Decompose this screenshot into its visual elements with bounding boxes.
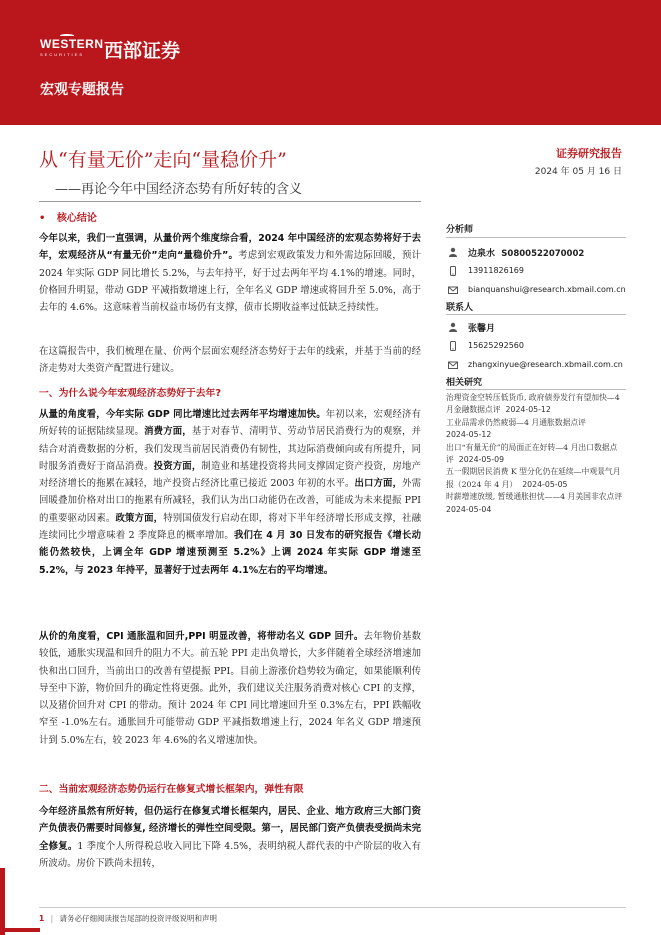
contact-label: 联系人: [446, 303, 474, 313]
related-item-title: 治理资金空转压低货币, 政府债券发行有望加快—4 月金融数据点评: [446, 393, 620, 415]
core-paragraph-2: 在这篇报告中，我们梳理在量、价两个层面宏观经济态势好于去年的线索，并基于当前的经济走势对大类资产配置进行建议。: [39, 346, 421, 375]
report-category: 证券研究报告: [556, 147, 622, 160]
footer-separator: |: [50, 914, 54, 923]
analyst1-id: S0800522070002: [501, 249, 585, 259]
section1-paragraph-2: [39, 628, 421, 749]
header-band: [0, 0, 661, 125]
s1-p2-text: 去年物价基数较低，通胀实现温和回升的阻力不大。前五轮 PPI 走出负增长，大多伴随着全球经济增速加快和出口回升，当前出口的改善有望提振 PPI。目前上游涨价趋势较为确定，如果能顺利传导至中下游，物价回升的确定性将更强。此外，我们建议关注服务消费对核心 CPI 的支撑，以及猪价回升对 CPI 的带动。预计 2024 年 CPI 同比增速回升至 0.3%左右，PPI 跌幅收窄至 -1.0%左右。通胀回升可能带动 GDP 平减指数增速上行，2024 年名义 GDP 增速预计到 5.0%左右，较 2023 年 4.6%的名义增速加快。: [39, 631, 421, 746]
logo-chinese: 西部证券: [104, 40, 181, 62]
related-research-label: 相关研究: [446, 378, 483, 388]
title-divider: [39, 201, 421, 202]
logo-english: WESTERN: [40, 37, 104, 51]
s1-p1-text-2: 基于对春节、清明节、劳动节居民消费行为的观察，并结合对消费数据的分析，我们发现当前居民消费仍有韧性，其边际消费倾向或有所提升，同时服务消费好于商品消费。: [39, 426, 421, 472]
page-number: 1: [39, 914, 45, 923]
s1-p1-text-3: 制造业和基建投资将共同支撑固定资产投资，房地产对经济增长的拖累在减轻，地产投资占经济比重已接近 2003 年初的水平。: [39, 460, 421, 490]
report-type: 宏观专题报告: [40, 82, 124, 98]
page-title: 从“有量无价”走向“量稳价升”: [39, 149, 287, 171]
core-paragraph-1: [39, 230, 421, 316]
report-date: 2024 年 05 月 16 日: [534, 167, 622, 177]
corner-accent-horizontal: [0, 928, 40, 932]
analyst1-name: 边泉水: [468, 249, 496, 259]
footer-divider: [39, 907, 626, 908]
phone-icon: [448, 341, 458, 351]
s1-p1-bold-5: 政策方面，: [115, 512, 164, 524]
sidebar-divider: [446, 237, 626, 238]
corner-accent-vertical: [0, 868, 5, 935]
analyst1-phone: 13911826169: [468, 266, 524, 275]
email-icon: [448, 360, 458, 370]
footer-disclaimer: 请务必仔细阅读报告尾部的投资评级说明和声明: [59, 914, 218, 923]
logo-english-sub: SECURITIES: [40, 52, 85, 57]
s1-p1-bold-4: 出口方面，: [354, 478, 403, 490]
related-item-title: 出口“有量无价”的局面正在好转—4 月出口数据点评: [446, 442, 618, 465]
s2-p1-text: 1 季度个人所得税总收入同比下降 4.5%，表明纳税人群代表的中产阶层的收入有所波动。房价下跌尚未扭转，: [39, 840, 421, 869]
s1-p1-text-1: 年初以来，宏观经济有所好转的证据陆续显现。: [39, 409, 421, 438]
related-item[interactable]: [446, 491, 626, 516]
related-item-date: 2024-05-12: [446, 430, 492, 440]
contact1-phone: 15625292560: [468, 341, 524, 350]
related-item-title: 时薪增速放缓, 暂缓通胀担忧——4 月美国非农点评: [446, 492, 623, 502]
analyst1-name-line: [468, 246, 584, 259]
person-icon: [448, 247, 458, 257]
s1-p1-text-5: 特别国债发行启动在即，将对下半年经济增长形成支撑，社融连续同比少增意味着 2 季度降息的概率增加。: [39, 512, 421, 542]
s1-p1-bold-2: 消费方面，: [144, 426, 192, 438]
related-item-title: 工业品需求仍然疲弱—4 月通胀数据点评: [446, 417, 586, 427]
section1-paragraph-1: [39, 406, 421, 579]
related-item-date: 2024-05-09: [458, 455, 505, 465]
analyst-label: 分析师: [446, 225, 474, 235]
contact1-name: 张馨月: [468, 324, 496, 334]
s1-p1-bold-6: 我们在 4 月 30 日发布的研究报告《增长动能仍然较快，上调全年 GDP 增速预测至 5.2%》上调 2024 年实际 GDP 增速至 5.2%，与 2023 年持平，显著好于过去两年 4.1%左右的平均增速。: [39, 530, 421, 576]
s1-p1-bold-1: 从量的角度看，今年实际 GDP 同比增速比过去两年平均增速加快。: [39, 409, 326, 420]
sidebar-divider: [446, 389, 626, 390]
section2-heading: 二、当前宏观经济态势仍运行在修复式增长框架内，弹性有限: [39, 784, 304, 795]
page-subtitle: ——再论今年中国经济态势有所好转的含义: [55, 182, 303, 197]
footer: [39, 913, 217, 924]
related-item[interactable]: [446, 442, 626, 467]
core-p1-text: 考虑到宏观政策发力和外需边际回暖，预计 2024 年实际 GDP 同比增长 5.2%，与去年持平，好于过去两年平均 4.1%的增速。同时，价格回升明显，带动 GDP 平减指数增速上行，全年名义 GDP 增速或将回升至 5.0%，高于去年的 4.6%。这意味着当前权益市场仍有支撑，债市长期收益率过低缺乏持续性。: [39, 250, 421, 314]
core-heading-text: 核心结论: [56, 213, 97, 224]
s1-p1-text-4: 外需回暖叠加价格对出口的拖累有所减轻，我们认为出口动能仍在改善，可能成为未来提振 PPI 的重要驱动因素。: [39, 478, 421, 524]
related-item[interactable]: [446, 392, 626, 417]
core-p1-bold: 今年以来，我们一直强调，从量价两个维度综合看，2024 年中国经济的宏观态势将好于去年，宏观经济从“有量无价”走向“量稳价升”。: [39, 233, 421, 262]
related-item-date: 2024-05-04: [446, 504, 492, 514]
related-item-date: 2024-05-05: [522, 479, 568, 489]
analyst1-email[interactable]: bianquanshui@research.xbmail.com.cn: [468, 285, 626, 294]
phone-icon: [448, 266, 458, 276]
s2-p1-bold: 今年经济虽然有所好转，但仍运行在修复式增长框架内，居民、企业、地方政府三大部门资产负债表仍需要时间修复, 经济增长的弹性空间受限。第一，居民部门资产负债表受损尚未完全修复。: [39, 806, 421, 852]
bullet-icon: •: [39, 213, 46, 224]
s1-p1-bold-3: 投资方面，: [153, 460, 202, 472]
section2-paragraph-1: [39, 803, 421, 872]
contact1-email[interactable]: zhangxinyue@research.xbmail.com.cn: [468, 360, 623, 369]
sidebar-divider: [446, 314, 626, 315]
core-conclusion-heading: [39, 209, 97, 224]
related-item-date: 2024-05-12: [505, 405, 551, 415]
email-icon: [448, 285, 458, 295]
related-research-list: [446, 392, 626, 516]
related-item-title: 五一假期居民消费 K 型分化仍在延续—中观景气月报（2024 年 4 月）: [446, 467, 621, 489]
section1-heading: 一、为什么说今年宏观经济态势好于去年?: [39, 388, 222, 399]
related-item[interactable]: [446, 466, 626, 491]
s1-p2-bold: 从价的角度看，CPI 通胀温和回升,PPI 明显改善，将带动名义 GDP 回升。: [39, 631, 364, 642]
related-item[interactable]: [446, 417, 626, 442]
person-icon: [448, 322, 458, 332]
